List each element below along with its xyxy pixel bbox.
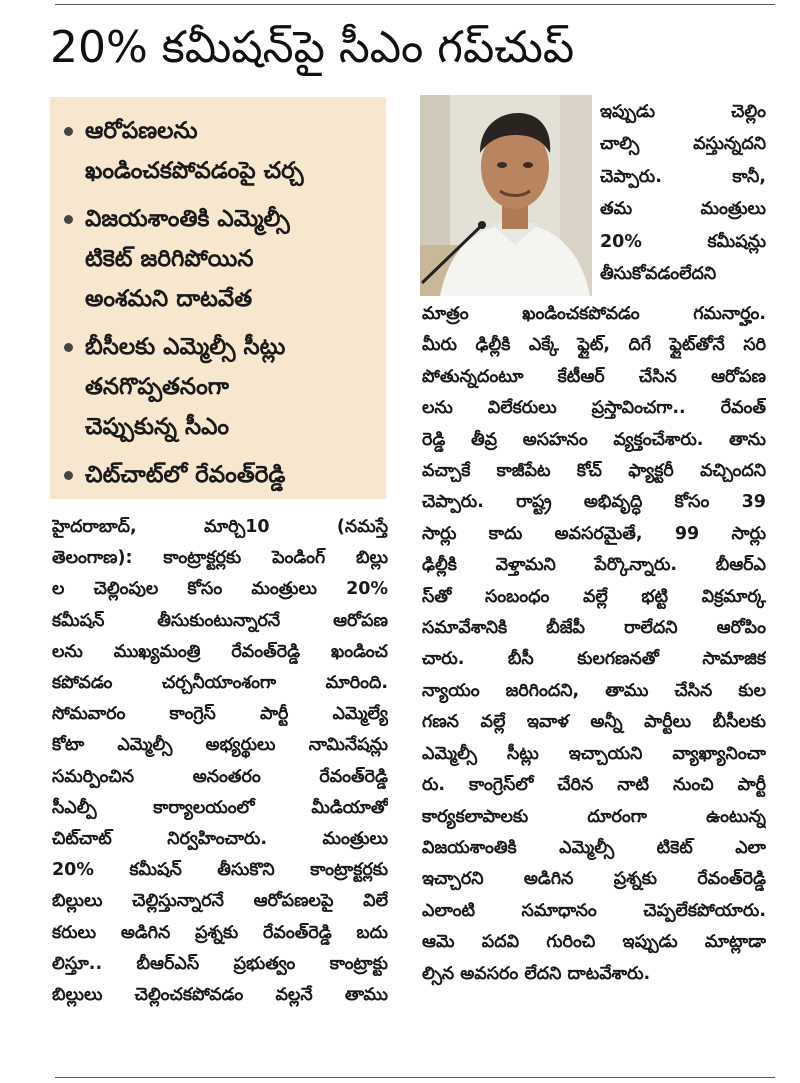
article-line: హైదరాబాద్, మార్చి10 (నమస్తే (52, 517, 388, 537)
article-line: చెప్పారు. కానీ, (600, 166, 766, 187)
article-line: 20% కమీషన్ తీసుకొని కాంట్రాక్టర్లకు (52, 860, 388, 881)
cm-portrait-photo (420, 95, 592, 296)
article-line: చెప్పారు. రాష్ట్ర అభివృద్ధి కోసం 39 (422, 492, 766, 513)
article-line: న్యాయం జరిగిందని, తాము చేసిన కుల (422, 680, 766, 701)
article-line: పోతున్నదంటూ కేటీఆర్ చేసిన ఆరోపణ (422, 366, 766, 387)
article-line: బిల్లులు చెల్లిస్తున్నారనే ఆరోపణలపై విలే (52, 891, 388, 912)
article-line: రు. కాంగ్రెస్‌లో చేరిన నాటి నుంచి పార్టీ (422, 775, 766, 796)
bullet-icon (64, 471, 73, 480)
article-line: ఇప్పుడు చెల్లిం (600, 102, 766, 122)
highlight-line: ఖండించకపోవడంపై చర్చ (85, 158, 304, 184)
article-line: ఢిల్లీకి వెళ్తామని పేర్కొన్నారు. బీఆర్ఎ (422, 555, 766, 576)
article-line: సమర్పించిన అనంతరం రేవంత్‌రెడ్డి (52, 766, 388, 787)
article-line: మీరు ఢిల్లీకి ఎక్కే ఫ్లైట్, దిగే ఫ్లైట్‌తోనే సరి (422, 335, 766, 356)
highlight-line: ఆరోపణలను (85, 118, 198, 144)
article-line: కమీషన్ తీసుకుంటున్నారనే ఆరోపణ (52, 610, 388, 631)
article-line: ల్సిన అవసరం లేదని దాటవేశారు. (422, 963, 651, 984)
article-line: ల చెల్లింపుల కోసం మంత్రులు 20% (52, 579, 388, 600)
article-line: లను ముఖ్యమంత్రి రేవంత్‌రెడ్డి ఖండించ (52, 641, 388, 662)
highlight-line: టికెట్ జరిగిపోయిన (85, 246, 254, 272)
highlight-line: బీసీలకు ఎమ్మెల్సీ సీట్లు (85, 334, 286, 360)
highlight-item (64, 111, 376, 191)
bottom-rule (55, 1077, 775, 1078)
article-line: ఎలాంటి సమాధానం చెప్పలేకపోయారు. (422, 900, 766, 921)
article-line: ఇచ్చారని అడిగిన ప్రశ్నకు రేవంత్‌రెడ్డి (422, 869, 766, 890)
article-column-left (52, 512, 388, 1011)
article-line: కోటా ఎమ్మెల్సీ అభ్యర్థులు నామినేషన్లు (52, 735, 388, 756)
highlight-line: చెప్పుకున్న సీఎం (85, 414, 230, 440)
highlight-line: విజయశాంతికి ఎమ్మెల్సీ (85, 206, 290, 232)
article-column-right (422, 299, 766, 990)
highlight-line: చిట్‌చాట్‌లో రేవంత్‌రెడ్డి (85, 462, 286, 488)
article-line: విజయశాంతికి ఎమ్మెల్సీ టికెట్ ఎలా (422, 837, 766, 858)
highlights-box (50, 97, 386, 499)
article-line: చారు. బీసీ కులగణనతో సామాజిక (422, 649, 766, 670)
top-rule (55, 4, 775, 5)
article-line: సీఎల్పీ కార్యాలయంలో మీడియాతో (52, 797, 388, 818)
article-line: చాల్సి వస్తున్నదని (600, 134, 766, 155)
headline: 20% కమీషన్‌పై సీఎం గప్‌చుప్ (50, 22, 575, 73)
bullet-icon (64, 215, 73, 224)
highlight-item (64, 199, 376, 319)
article-line: తమ మంత్రులు (600, 199, 766, 220)
portrait-illustration (420, 95, 592, 296)
article-line: కపోవడం చర్చనీయాంశంగా మారింది. (52, 673, 388, 694)
article-line: కార్యకలాపాలకు దూరంగా ఉంటున్న (422, 806, 766, 827)
highlight-item (64, 327, 376, 447)
article-line: 20% కమీషన్లు (600, 231, 766, 252)
article-line: తీసుకోవడంలేదని (600, 264, 717, 285)
article-line: సోమవారం కాంగ్రెస్ పార్టీ ఎమ్మెల్యే (52, 704, 388, 725)
article-line: బిల్లులు చెల్లించకపోవడం వల్లనే తాము (52, 985, 388, 1006)
article-line: లిస్తూ.. బీఆర్ఎస్ ప్రభుత్వం కాంట్రాక్టు (52, 953, 388, 974)
article-line: గణన వల్లే ఇవాళ అన్నీ పార్టీలు బీసీలకు (422, 712, 766, 733)
article-line: లను విలేకరులు ప్రస్తావించగా.. రేవంత్ (422, 398, 766, 419)
article-line: సమావేశానికి బీజేపీ రాలేదని ఆరోపిం (422, 618, 766, 639)
bullet-icon (64, 343, 73, 352)
article-line: వచ్చాకే కాజీపేట కోచ్ ఫ్యాక్టరీ వచ్చిందని (422, 461, 766, 482)
article-line: స్‌తో సంబంధం వల్లే భట్టి విక్రమార్క (422, 586, 766, 607)
article-line: రెడ్డి తీవ్ర అసహనం వ్యక్తంచేశారు. తాను (422, 429, 766, 450)
article-line: ఎమ్మెల్సీ సీట్లు ఇచ్చాయని వ్యాఖ్యానించా (422, 743, 766, 764)
article-column-right-top (600, 96, 766, 290)
article-line: తెలంగాణ): కాంట్రాక్టర్లకు పెండింగ్ బిల్లు (52, 548, 388, 569)
article-line: కరులు అడిగిన ప్రశ్నకు రేవంత్‌రెడ్డి బదు (52, 922, 388, 943)
highlight-line: తనగొప్పతనంగా (85, 374, 229, 400)
highlight-item (64, 455, 376, 495)
article-line: సార్లు కాదు అవసరమైతే, 99 సార్లు (422, 523, 766, 544)
highlight-line: అంశమని దాటవేత (85, 286, 253, 312)
article-line: ఆమె పదవి గురించి ఇప్పుడు మాట్లాడా (422, 932, 766, 953)
article-line: చిట్‌చాట్ నిర్వహించారు. మంత్రులు (52, 829, 388, 850)
article-line: మాత్రం ఖండించకపోవడం గమనార్హం. (422, 304, 766, 324)
bullet-icon (64, 127, 73, 136)
